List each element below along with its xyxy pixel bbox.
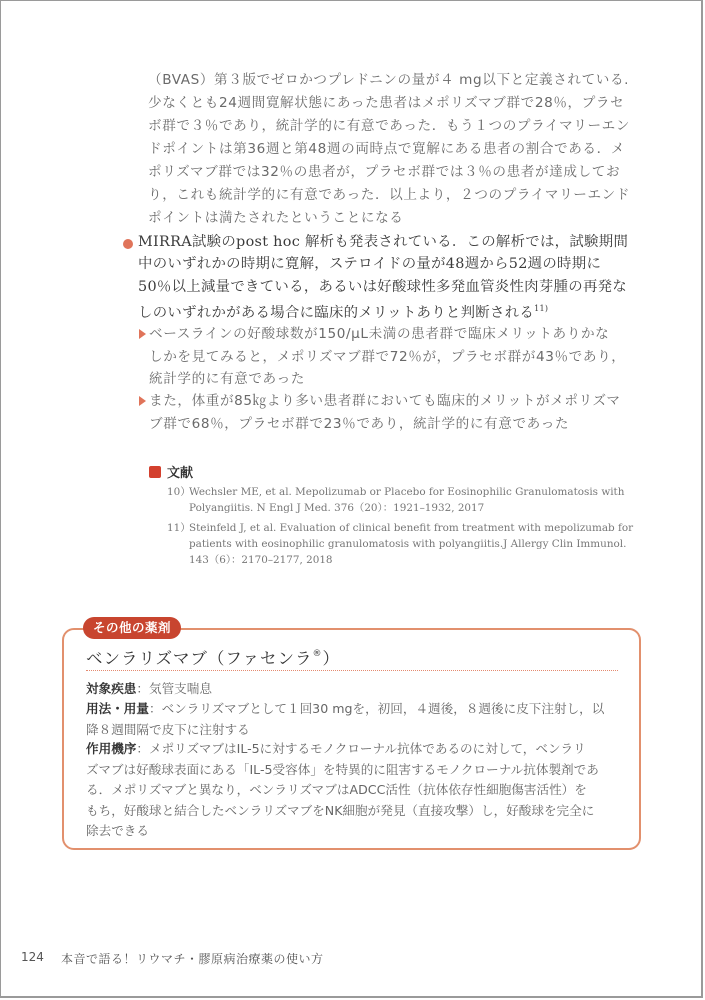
text-line (138, 298, 658, 324)
text-line: Steinfeld J, et al. Evaluation of clinical benefit from treatment with mepolizumab for (189, 522, 634, 534)
separator: ： (136, 681, 149, 696)
citation-marker: 11) (534, 303, 549, 313)
mechanism-value: メポリズマブはIL-5に対するモノクローナル抗体であるのに対して，ベンラリ (148, 741, 586, 756)
text-line: 降８週間隔で皮下に注射する (86, 721, 250, 737)
text-line: しかを見てみると，メポリズマブ群で72％が，プラセボ群が43％であり， (149, 348, 626, 365)
separator: ： (136, 741, 149, 756)
text-line: ポリズマブ群では32％の患者が，プラセボ群では３％の患者が達成してお (148, 164, 621, 180)
text-line (86, 699, 626, 720)
text-line: 統計学的に有意であった (149, 371, 305, 387)
separator: ： (148, 701, 162, 716)
registered-mark: ® (312, 649, 323, 659)
page-number: 124 (21, 950, 44, 964)
text-line: り，これも統計学的に有意であった．以上より，２つのプライマリーエンド (148, 187, 631, 203)
square-marker-icon (149, 466, 161, 478)
text-line: 除去できる (86, 823, 149, 838)
text-line: ドポイントは第36週と第48週の両時点で寛解にある患者の割合である．メ (148, 141, 625, 157)
dosage-label: 用法・用量 (86, 701, 149, 716)
references-title: 文献 (167, 466, 194, 481)
dosage-value: ベンラリズマブとして１回30 mgを，初回，４週後，８週後に皮下注射し，以 (161, 701, 605, 716)
other-drug-tag: その他の薬剤 (83, 617, 181, 639)
triangle-bullet-icon (139, 396, 146, 406)
text-line: 50％以上減量できている，あるいは好酸球性多発血管炎性肉芽腫の再発な (138, 278, 628, 295)
text-line: る．メポリズマブと異なり，ベンラリズマブはADCC活性（抗体依存性細胞傷害活性）を (86, 782, 587, 797)
text-line: また，体重が85㎏より多い患者群においても臨床的メリットがメポリズマ (149, 393, 621, 409)
text-line: 少なくとも24週間寛解状態にあった患者はメポリズマブ群で28％，プラセ (148, 95, 625, 111)
text-line: Polyangiitis. N Engl J Med. 376（20）：1921–1932, 2017 (189, 502, 485, 514)
text-line (86, 679, 626, 700)
target-label: 対象疾患 (86, 681, 137, 696)
text-line: 143（6）：2170–2177, 2018 (189, 554, 333, 566)
text-line: 中のいずれかの時期に寛解，ステロイドの量が48週から52週の時期に (138, 256, 602, 273)
reference-number: 10） (167, 486, 191, 498)
text-line-content: しのいずれかがある場合に臨床的メリットありと判断される (138, 304, 535, 321)
reference-number: 11） (167, 522, 191, 534)
text-line: ベースラインの好酸球数が150/μL未満の患者群で臨床メリットありかな (149, 326, 610, 342)
text-line: ブ群で68％，プラセボ群で23％であり，統計学的に有意であった (149, 415, 570, 432)
text-line: ボ群で３％であり，統計学的に有意であった．もう１つのプライマリーエン (148, 118, 631, 134)
intro-paragraph (148, 69, 648, 230)
drug-title (86, 645, 340, 669)
references-heading (149, 462, 193, 481)
text-line: MIRRA試験のpost hoc 解析も発表されている．この解析では，試験期間 (138, 234, 629, 250)
text-line: patients with eosinophilic granulomatosis with polyangiitis.J Allergy Clin Immunol. (189, 538, 627, 550)
target-value: 気管支喘息 (148, 681, 212, 696)
dotted-divider (86, 670, 618, 671)
reference-text (189, 484, 649, 516)
mechanism (86, 739, 626, 842)
text-line: ポイントは満たされたということになる (148, 210, 404, 226)
text-line (86, 739, 626, 760)
mechanism-label: 作用機序 (86, 741, 137, 756)
sub-item-text (149, 390, 649, 435)
text-line: Wechsler ME, et al. Mepolizumab or Placebo for Eosinophilic Granulomatosis with (189, 486, 625, 498)
reference-text (189, 520, 649, 568)
dosage (86, 699, 626, 740)
text-line: ズマブは好酸球表面にある「IL-5受容体」を特異的に阻害するモノクローナル抗体製剤であ (86, 761, 599, 777)
book-title: 本音で語る！リウマチ・膠原病治療薬の使い方 (61, 952, 324, 966)
bullet-dot-icon (123, 239, 133, 249)
target-disease (86, 679, 626, 700)
drug-name: ベンラリズマブ（ファセンラ (86, 649, 313, 668)
triangle-bullet-icon (139, 329, 146, 339)
text-line: もち，好酸球と結合したベンラリズマブをNK細胞が発見（直接攻撃）し，好酸球を完全に (86, 802, 595, 818)
bullet-text (138, 231, 658, 324)
drug-title-close: ） (322, 649, 341, 668)
text-line: （BVAS）第３版でゼロかつプレドニンの量が４ mg以下と定義されている. (148, 72, 630, 88)
sub-item-text (149, 323, 649, 391)
